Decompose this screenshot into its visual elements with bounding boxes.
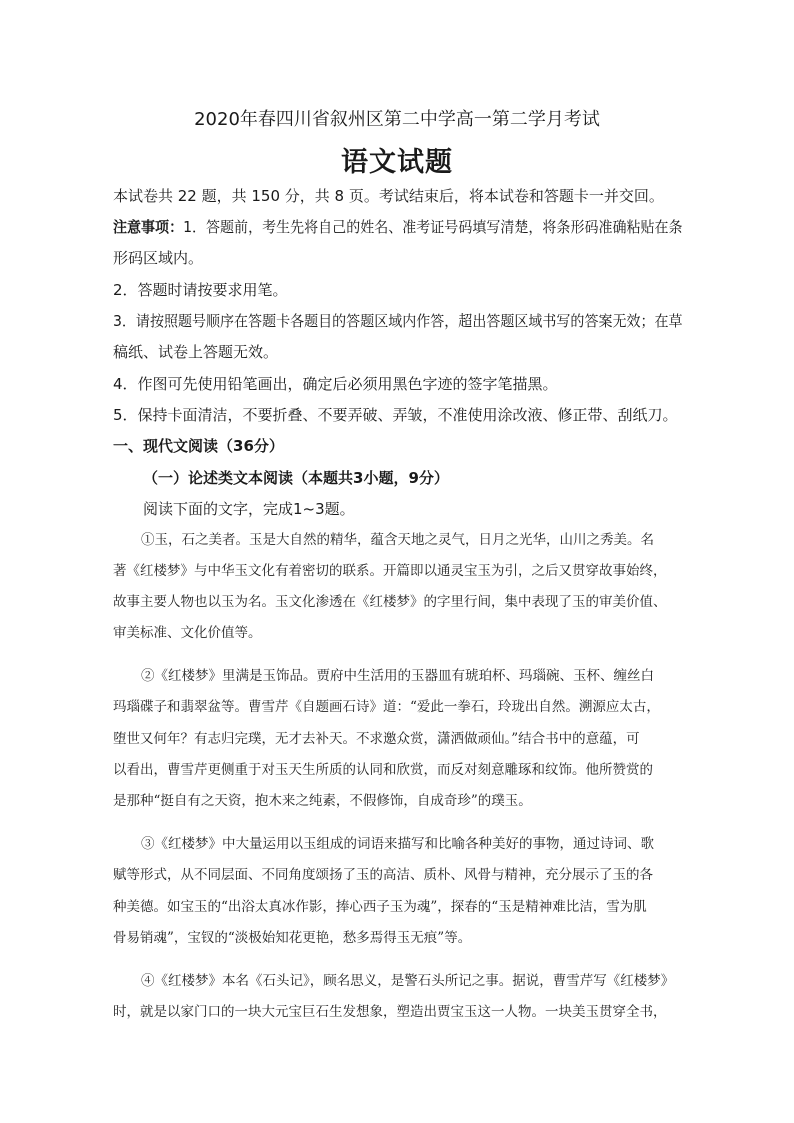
section-heading: 一、现代文阅读（36分） bbox=[113, 437, 284, 455]
passage-line: 玛瑙碟子和翡翠盆等。曹雪芹《自题画石诗》道：“爱此一拳石，玲珑出自然。溯源应太古， bbox=[113, 699, 660, 715]
note-4: 4．作图可先使用铅笔画出，确定后必须用黑色字迹的签字笔描黑。 bbox=[113, 375, 558, 393]
note-3: 3．请按照题号顺序在答题卡各题目的答题区域内作答，超出答题区域书写的答案无效；在草 bbox=[113, 312, 683, 330]
passage-line: 以看出，曹雪芹更侧重于对玉天生所质的认同和欣赏，而反对刻意雕琢和纹饰。他所赞赏的 bbox=[113, 762, 653, 778]
passage-line: 堕世又何年？有志归完璞，无才去补天。不求邀众赏，潇洒做顽仙。”结合书中的意蕴，可 bbox=[113, 731, 640, 747]
passage-line: 故事主要人物也以玉为名。玉文化渗透在《红楼梦》的字里行间，集中表现了玉的审美价值、 bbox=[113, 594, 667, 610]
subject-title: 语文试题 bbox=[341, 147, 453, 178]
passage-line: 种美德。如宝玉的“出浴太真冰作影，捧心西子玉为魂”，探春的“玉是精神难比洁，雪为肌 bbox=[113, 899, 647, 915]
note-2: 2．答题时请按要求用笔。 bbox=[113, 281, 288, 299]
passage-line: ④《红楼梦》本名《石头记》，顾名思义，是警石头所记之事。据说，曹雪芹写《红楼梦》 bbox=[141, 973, 675, 989]
passage-line: ②《红楼梦》里满是玉饰品。贾府中生活用的玉器皿有琥珀杯、玛瑙碗、玉杯、缠丝白 bbox=[141, 668, 654, 684]
passage-line: ①玉，石之美者。玉是大自然的精华，蕴含天地之灵气，日月之光华，山川之秀美。名 bbox=[141, 532, 654, 548]
note-5: 5．保持卡面清洁，不要折叠、不要弄破、弄皱，不准使用涂改液、修正带、刮纸刀。 bbox=[113, 406, 678, 424]
sub-section-heading: （一）论述类文本阅读（本题共3小题，9分） bbox=[143, 469, 449, 487]
passage-line: 时，就是以家门口的一块大元宝巨石生发想象，塑造出贾宝玉这一人物。一块美玉贯穿全书， bbox=[113, 1004, 667, 1020]
passage-line: ③《红楼梦》中大量运用以玉组成的词语来描写和比喻各种美好的事物，通过诗词、歌 bbox=[141, 836, 654, 852]
passage-line: 审美标准、文化价值等。 bbox=[113, 625, 262, 641]
passage-line: 是那种“挺自有之天资，抱木来之纯素，不假修饰，自成奇珍”的璞玉。 bbox=[113, 793, 532, 809]
note-1-text: 1．答题前，考生先将自己的姓名、准考证号码填写清楚，将条形码准确粘贴在条 bbox=[183, 218, 683, 236]
passage-line: 著《红楼梦》与中华玉文化有着密切的联系。开篇即以通灵宝玉为引，之后又贯穿故事始终， bbox=[113, 563, 667, 579]
reading-instruction: 阅读下面的文字，完成1~3题。 bbox=[143, 500, 355, 518]
note-1-cont: 形码区域内。 bbox=[113, 249, 204, 267]
passage-line: 赋等形式，从不同层面、不同角度颂扬了玉的高洁、质朴、风骨与精神，充分展示了玉的各 bbox=[113, 867, 653, 883]
passage-line: 骨易销魂”，宝钗的“淡极始知花更艳，愁多焉得玉无痕”等。 bbox=[113, 930, 472, 946]
intro-line: 本试卷共 22 题，共 150 分，共 8 页。考试结束后，将本试卷和答题卡一并交回。 bbox=[113, 187, 664, 205]
exam-title: 2020年春四川省叙州区第二中学高一第二学月考试 bbox=[194, 109, 600, 130]
note-3-cont: 稿纸、试卷上答题无效。 bbox=[113, 343, 279, 361]
note-1 bbox=[113, 217, 683, 237]
notes-label: 注意事项： bbox=[113, 218, 184, 236]
